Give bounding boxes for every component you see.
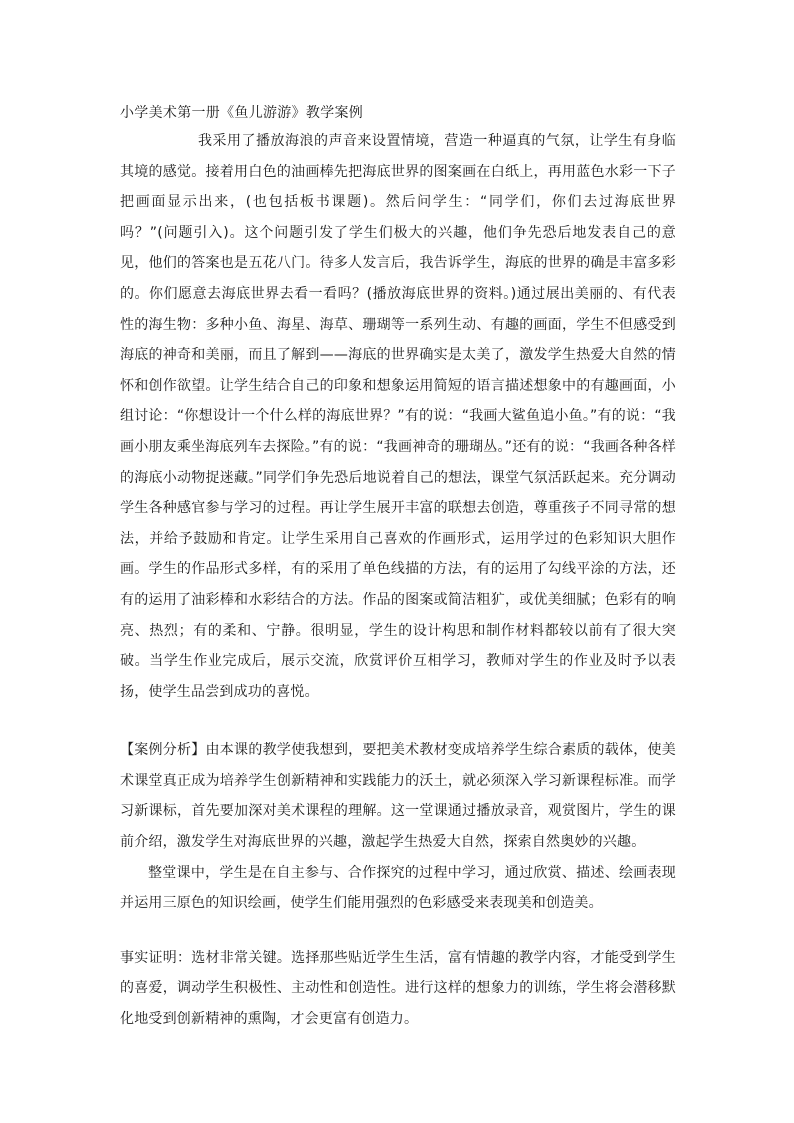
document-title: 小学美术第一册《鱼儿游游》教学案例 xyxy=(120,105,364,121)
document-body xyxy=(120,100,676,1035)
paragraph-spacer xyxy=(120,919,676,943)
paragraph-lesson-narrative: 我采用了播放海浪的声音来设置情境，营造一种逼真的气氛，让学生有身临其境的感觉。接着用白色的油画棒先把海底世界的图案画在白纸上，再用蓝色水彩一下子把画面显示出来，(也包括板书课题)。然后问学生：“同学们，你们去过海底世界吗？”(问题引入)。这个问题引发了学生们极大的兴趣，他们争先恐后地发表自己的意见，他们的答案也是五花八门。待多人发言后，我告诉学生，海底的世界的确是丰富多彩的。你们愿意去海底世界去看一看吗？(播放海底世界的资料。)通过展出美丽的、有代表性的海生物：多种小鱼、海星、海草、珊瑚等一系列生动、有趣的画面，学生不但感受到海底的神奇和美丽，而且了解到——海底的世界确实是太美了，激发学生热爱大自然的情怀和创作欲望。让学生结合自己的印象和想象运用简短的语言描述想象中的有趣画面，小组讨论：“你想设计一个什么样的海底世界？”有的说：“我画大鲨鱼追小鱼。”有的说：“我画小朋友乘坐海底列车去探险。”有的说：“我画神奇的珊瑚丛。”还有的说：“我画各种各样的海底小动物捉迷藏。”同学们争先恐后地说着自己的想法，课堂气氛活跃起来。充分调动学生各种感官参与学习的过程。再让学生展开丰富的联想去创造，尊重孩子不同寻常的想法，并给予鼓励和肯定。让学生采用自己喜欢的作画形式，运用学过的色彩知识大胆作画。学生的作品形式多样，有的采用了单色线描的方法，有的运用了勾线平涂的方法，还有的运用了油彩棒和水彩结合的方法。作品的图案或简洁粗犷，或优美细腻；色彩有的响亮、热烈；有的柔和、宁静。很明显，学生的设计构思和制作材料都较以前有了很大突破。当学生作业完成后，展示交流，欣赏评价互相学习，教师对学生的作业及时予以表扬，使学生品尝到成功的喜悦。 xyxy=(120,133,676,700)
paragraph-spacer xyxy=(120,707,676,735)
paragraph-case-analysis: 【案例分析】由本课的教学使我想到，要把美术教材变成培养学生综合素质的载体，使美术课堂真正成为培养学生创新精神和实践能力的沃土，就必须深入学习新课程标准。而学习新课标，首先要加深对美术课程的理解。这一堂课通过播放录音，观赏图片，学生的课前介绍，激发学生对海底世界的兴趣，激起学生热爱大自然，探索自然奥妙的兴趣。 xyxy=(120,742,676,851)
paragraph-whole-lesson: 整堂课中，学生是在自主参与、合作探究的过程中学习，通过欣赏、描述、绘画表现并运用三原色的知识绘画，使学生们能用强烈的色彩感受来表现美和创造美。 xyxy=(120,864,676,912)
paragraph-conclusion: 事实证明：选材非常关键。选择那些贴近学生生活，富有情趣的教学内容，才能受到学生的喜爱，调动学生积极性、主动性和创造性。进行这样的想象力的训练，学生将会潜移默化地受到创新精神的熏陶，才会更富有创造力。 xyxy=(120,949,676,1028)
